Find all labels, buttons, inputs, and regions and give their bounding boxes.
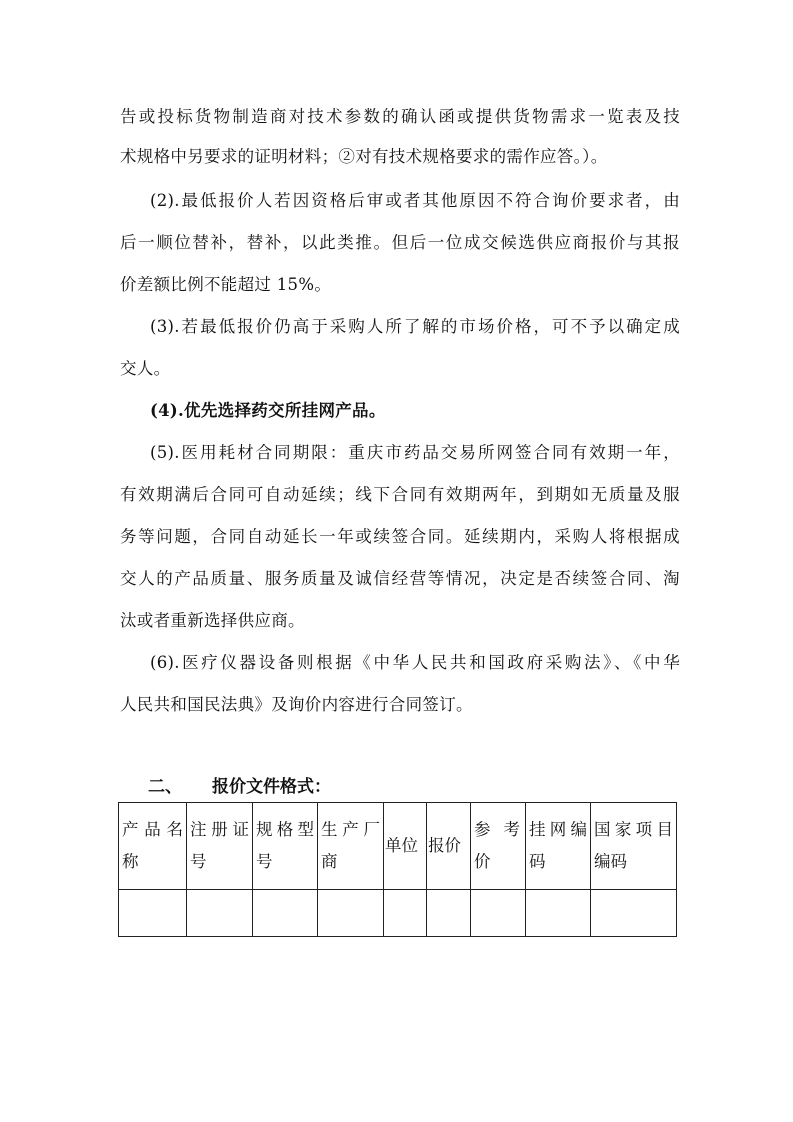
paragraph-0-line-2: 术规格中另要求的证明材料；②对有技术规格要求的需作应答。）。: [120, 147, 608, 166]
header-specification-model: 规格型号: [253, 803, 318, 890]
section-number: 二、: [148, 777, 182, 797]
table-cell: [187, 890, 253, 937]
header-national-project-code: 国家项目编码: [591, 803, 677, 890]
paragraph-2-line-1: (2).最低报价人若因资格后审或者其他原因不符合询价要求者，由: [150, 191, 680, 210]
header-manufacturer: 生产厂商: [318, 803, 384, 890]
table-header-row: [119, 803, 677, 890]
paragraph-5-line-1: (5).医用耗材合同期限：重庆市药品交易所网签合同有效期一年，: [150, 443, 680, 462]
table-cell: [427, 890, 471, 937]
table-cell: [471, 890, 526, 937]
paragraph-5-line-2: 有效期满后合同可自动延续；线下合同有效期两年，到期如无质量及服: [120, 485, 680, 504]
paragraph-3-line-2: 交人。: [120, 359, 171, 378]
table-cell: [526, 890, 591, 937]
table-cell: [119, 890, 187, 937]
paragraph-4-line-1: (4).优先选择药交所挂网产品。: [150, 401, 386, 420]
quote-format-table: [118, 802, 677, 937]
header-registration-number: 注册证号: [187, 803, 253, 890]
paragraph-2-line-2: 后一顺位替补，替补，以此类推。但后一位成交候选供应商报价与其报: [120, 233, 680, 252]
paragraph-3-line-1: (3).若最低报价仍高于采购人所了解的市场价格，可不予以确定成: [150, 317, 680, 336]
header-product-name: 产品名称: [119, 803, 187, 890]
section-title: 报价文件格式：: [212, 777, 331, 797]
table-cell: [591, 890, 677, 937]
header-listing-code: 挂网编码: [526, 803, 591, 890]
paragraph-2-line-3: 价差额比例不能超过 15%。: [120, 275, 332, 294]
paragraph-5-line-5: 汰或者重新选择供应商。: [120, 611, 305, 630]
paragraph-6-line-2: 人民共和国民法典》及询价内容进行合同签订。: [120, 695, 473, 714]
section-heading: [148, 772, 331, 797]
paragraph-0-line-1: 告或投标货物制造商对技术参数的确认函或提供货物需求一览表及技: [120, 107, 680, 126]
table-row: [119, 890, 677, 937]
table-cell: [253, 890, 318, 937]
table-cell: [384, 890, 427, 937]
paragraph-5-line-4: 交人的产品质量、服务质量及诚信经营等情况，决定是否续签合同、淘: [120, 569, 680, 588]
table-cell: [318, 890, 384, 937]
header-quoted-price: 报价: [427, 803, 471, 890]
paragraph-5-line-3: 务等问题，合同自动延长一年或续签合同。延续期内，采购人将根据成: [120, 527, 680, 546]
header-unit: 单位: [384, 803, 427, 890]
header-reference-price: 参考价: [471, 803, 526, 890]
paragraph-6-line-1: (6).医疗仪器设备则根据《中华人民共和国政府采购法》、《中华: [150, 653, 680, 672]
